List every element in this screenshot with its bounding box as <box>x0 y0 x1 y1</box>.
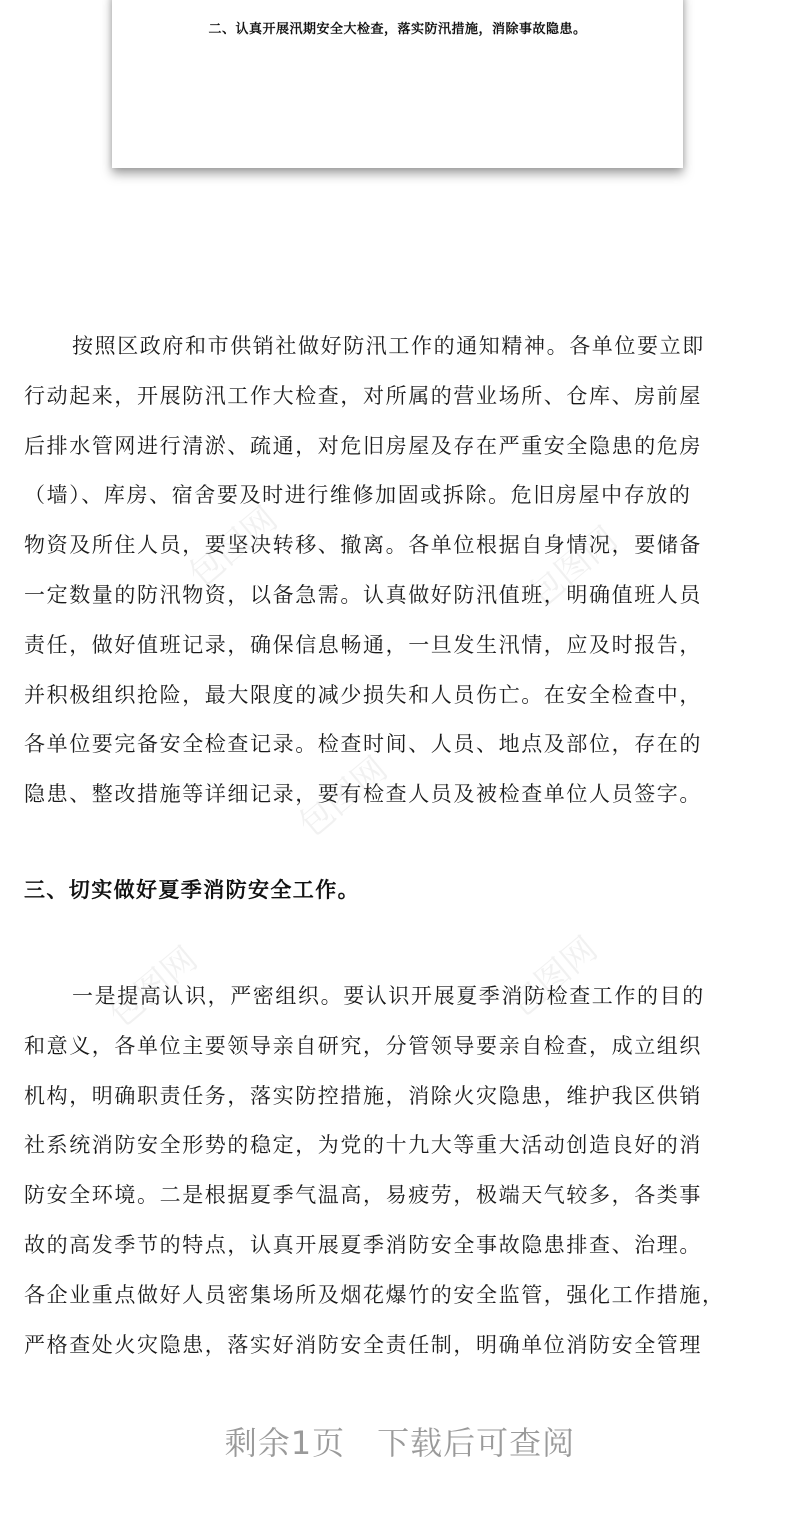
text-line: 一是提高认识，严密组织。要认识开展夏季消防检查工作的目的 <box>72 984 705 1008</box>
watermark: 包图网 <box>291 749 396 846</box>
text-line: 按照区政府和市供销社做好防汛工作的通知精神。各单位要立即 <box>72 334 705 358</box>
download-prompt[interactable] <box>0 1418 800 1464</box>
text-line: 行动起来，开展防汛工作大检查，对所属的营业场所、仓库、房前屋 <box>24 383 702 408</box>
text-line: 机构，明确职责任务，落实防控措施，消除火灾隐患，维护我区供销 <box>24 1083 702 1108</box>
text-line: 并积极组织抢险，最大限度的减少损失和人员伤亡。在安全检查中， <box>24 682 702 707</box>
text-line: 隐患、整改措施等详细记录，要有检查人员及被检查单位人员签字。 <box>24 782 702 807</box>
watermark: 包图网 <box>181 499 286 596</box>
text-line: 防安全环境。二是根据夏季气温高，易疲劳，极端天气较多，各类事 <box>24 1183 702 1208</box>
paragraph-fire-safety <box>24 972 784 1370</box>
watermark: 包图网 <box>521 519 626 616</box>
preview-card-text: 二、认真开展汛期安全大检查，落实防汛措施，消除事故隐患。 <box>208 22 587 37</box>
text-line: 和意义，各单位主要领导亲自研究，分管领导要亲自检查，成立组织 <box>24 1033 702 1058</box>
text-line: 严格查处火灾隐患，落实好消防安全责任制，明确单位消防安全管理 <box>24 1332 702 1357</box>
download-to-view-label[interactable]: 下载后可查阅 <box>377 1424 576 1462</box>
text-line: 后排水管网进行清淤、疏通，对危旧房屋及存在严重安全隐患的危房 <box>24 433 702 458</box>
text-line: 物资及所住人员，要坚决转移、撤离。各单位根据自身情况，要储备 <box>24 533 702 558</box>
text-line: 各企业重点做好人员密集场所及烟花爆竹的安全监管，强化工作措施， <box>24 1282 725 1307</box>
watermark: 包图网 <box>101 939 206 1036</box>
section-heading: 三、切实做好夏季消防安全工作。 <box>24 878 360 902</box>
paragraph-flood-inspection <box>24 322 784 820</box>
text-line: （墙）、库房、宿舍要及时进行维修加固或拆除。危旧房屋中存放的 <box>24 483 692 508</box>
text-line: 社系统消防安全形势的稳定，为党的十九大等重大活动创造良好的消 <box>24 1133 702 1158</box>
remaining-pages-label: 剩余1页 <box>224 1424 346 1462</box>
watermark: 包图网 <box>501 929 606 1026</box>
text-line: 一定数量的防汛物资，以备急需。认真做好防汛值班，明确值班人员 <box>24 582 702 607</box>
text-line: 故的高发季节的特点，认真开展夏季消防安全事故隐患排查、治理。 <box>24 1232 702 1257</box>
text-line: 各单位要完备安全检查记录。检查时间、人员、地点及部位，存在的 <box>24 732 702 757</box>
text-line: 责任，做好值班记录，确保信息畅通，一旦发生汛情，应及时报告， <box>24 632 702 657</box>
preview-card <box>112 0 683 168</box>
